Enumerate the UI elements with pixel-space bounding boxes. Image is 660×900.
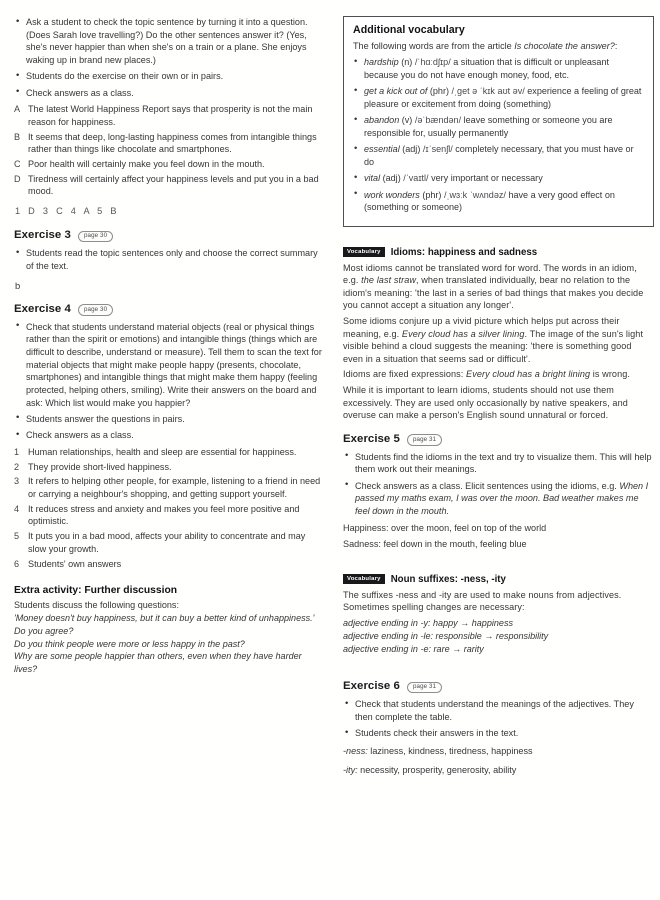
answer-marker: A — [14, 104, 21, 115]
list-item — [14, 530, 325, 555]
note-text: Check that students understand the meanings of the adjectives. They then complete the table. — [355, 699, 634, 723]
answer-marker: 5 — [14, 531, 20, 542]
text-run: While it is important to learn idioms, students should not use them excessively. They are used only occasionally by native speakers, and overuse can make a person's English sound unnatural or forced. — [343, 384, 628, 421]
list-item — [14, 558, 325, 571]
right-column — [343, 16, 654, 886]
entry-pronunciation: /ˌget ə ˈkɪk aʊt əv/ — [451, 86, 525, 97]
note-text: Check that students understand material objects (real or physical things rather than the spirit or emotions) and intangible things (things which are difficult to describe, understand or measure). Tell them to scan the text for material objects that might make people happy (presents, chocolate, smartphones) and intangible things that might make them happy (feeling protected, helping others, smiling). Write their answers on the board and ask: Which list would make you happier? — [26, 321, 322, 408]
section-title: Idioms: happiness and sadness — [390, 246, 538, 258]
list-item — [14, 475, 325, 500]
note-text: Check answers as a class. — [26, 87, 134, 98]
note-text: Students read the topic sentences only and choose the correct summary of the text. — [26, 248, 318, 271]
answer-marker: 4 — [14, 503, 20, 514]
extra-activity-section — [14, 583, 325, 676]
italic-phrase: Every cloud has a bright lining — [466, 369, 591, 380]
spacer — [343, 554, 654, 562]
list-item — [343, 727, 654, 740]
exercise-3-answer: b — [15, 279, 21, 291]
additional-vocabulary-box — [343, 16, 654, 227]
vocabulary-entry — [353, 143, 644, 168]
answer-marker: 6 — [14, 558, 20, 569]
answer-text: It reduces stress and anxiety and makes you feel more positive and optimistic. — [28, 503, 300, 527]
entry-headword: vital — [364, 173, 381, 184]
spacer — [343, 227, 654, 235]
suffix-rule: adjective ending in -y: happy → happiness — [343, 617, 513, 628]
answer-marker: D — [14, 173, 21, 184]
answer-text: necessity, prosperity, generosity, ability — [357, 764, 517, 775]
text-run: Check answers as a class. Elicit sentences using the idioms, e.g. — [355, 480, 620, 491]
entry-headword: hardship — [364, 57, 399, 68]
suffix-rule-list — [343, 617, 654, 655]
list-item — [343, 698, 654, 723]
vocabulary-entry — [353, 172, 644, 185]
vocabulary-box-title: Additional vocabulary — [353, 24, 465, 36]
spacer — [343, 655, 654, 669]
entry-pronunciation: /əˈbændən/ — [414, 115, 462, 126]
entry-pronunciation: /ˌwɜːk ˈwʌndəz/ — [443, 189, 506, 200]
note-text: Students do the exercise on their own or in pairs. — [26, 71, 224, 82]
text-run: is wrong. — [590, 369, 630, 380]
exercise-title: Exercise 5 — [343, 432, 400, 445]
answer-text: The latest World Happiness Report says that prosperity is not the main reason for happiness. — [28, 104, 313, 127]
answer-marker: 2 — [14, 461, 20, 472]
idioms-paragraph — [343, 262, 654, 312]
entry-pronunciation: /ˈvaɪtl/ — [403, 173, 429, 184]
list-item — [14, 131, 325, 156]
list-item — [14, 503, 325, 528]
intro-after: : — [614, 40, 618, 51]
entry-pronunciation: /ɪˈsenʃl/ — [422, 144, 453, 155]
list-item — [14, 87, 325, 100]
exercise-title: Exercise 3 — [14, 229, 71, 242]
answer-text: It refers to helping other people, for example, listening to a friend in need or carrying a neighbour's shopping, and getting support yourself. — [28, 476, 321, 499]
answer-text: Tiredness will certainly affect your happiness levels and put you in a bad mood. — [28, 173, 319, 197]
answer-text: Poor health will certainly make you feel down in the mouth. — [28, 159, 265, 170]
list-item — [14, 158, 325, 171]
text-run: Most idioms cannot be translated word for word. The words in an idiom, e.g. — [343, 262, 637, 286]
entry-definition: completely necessary, that you must have or do — [364, 144, 634, 167]
answer-marker: B — [14, 131, 21, 142]
extra-activity-question: Do you think people were more or less happy in the past? — [14, 638, 245, 649]
exercise-5-answer: Happiness: over the moon, feel on top of the world — [343, 522, 547, 533]
text-run: . The image of the sun's light visible behind a cloud suggests the meaning: 'there is something good even in a situation that seems sad or difficult'. — [343, 328, 644, 364]
entry-definition: leave something or someone you are responsible for, usually permanently — [364, 115, 613, 138]
entry-headword: abandon — [364, 115, 400, 126]
note-text: Ask a student to check the topic sentence by turning it into a question. (Does Sarah love travelling?) Do the other sentences answer it? (Yes, she's never happier than when she's on a train or a plane. She enjoys waking up in brand new places.) — [26, 17, 308, 66]
list-item — [14, 70, 325, 83]
list-item — [14, 461, 325, 474]
idioms-paragraph — [343, 368, 654, 381]
entry-part-of-speech: (phr) — [429, 86, 449, 97]
answer-text: laziness, kindness, tiredness, happiness — [367, 745, 533, 756]
page-reference-badge: page 31 — [407, 682, 442, 694]
suffix-rule: adjective ending in -le: responsible → responsibility — [343, 630, 549, 641]
extra-activity-question: Why are some people happier than others, even when they have harder lives? — [14, 651, 302, 675]
exercise-title: Exercise 6 — [343, 680, 400, 693]
article-title: Is chocolate the answer? — [514, 40, 615, 51]
exercise-4-notes — [14, 321, 325, 442]
list-item — [14, 173, 325, 198]
page-reference-badge: page 30 — [78, 231, 113, 243]
idioms-paragraph — [343, 315, 654, 365]
page-reference-badge: page 30 — [78, 304, 113, 316]
left-column — [14, 16, 325, 886]
exercise-6-notes — [343, 698, 654, 740]
vocabulary-box-intro — [353, 40, 644, 53]
exercise-6-heading — [343, 680, 654, 694]
italic-phrase: When I passed my maths exam, I was over the moon. Bad weather makes me feel down in the mouth. — [355, 480, 649, 517]
answer-marker: 1 — [14, 446, 20, 457]
text-run: Students find the idioms in the text and try to visualize them. This will help them work out their meanings. — [355, 451, 652, 475]
entry-part-of-speech: (adj) — [382, 173, 401, 184]
text-run: Some idioms conjure up a vivid picture which helps put across their meaning, e.g. — [343, 315, 620, 339]
exercise-4-heading — [14, 303, 325, 317]
exercise-5-answer: Sadness: feel down in the mouth, feeling blue — [343, 538, 527, 549]
list-item — [14, 446, 325, 459]
exercise-6-answer — [343, 745, 654, 758]
vocabulary-entry — [353, 114, 644, 139]
vocabulary-tag-badge: Vocabulary — [343, 574, 385, 584]
vocabulary-entry — [353, 85, 644, 110]
idioms-section-heading — [343, 247, 654, 258]
section-title: Noun suffixes: -ness, -ity — [390, 573, 506, 585]
answer-text: They provide short-lived happiness. — [28, 461, 172, 472]
answer-text: Human relationships, health and sleep are essential for happiness. — [28, 446, 297, 457]
entry-headword: get a kick out of — [364, 86, 428, 97]
answer-label: -ity: — [343, 764, 358, 775]
answer-text: It seems that deep, long-lasting happiness comes from intangible things rather than things like chocolate and smartphones. — [28, 131, 317, 155]
suffix-intro: The suffixes -ness and -ity are used to make nouns from adjectives. Sometimes spelling changes are necessary: — [343, 589, 622, 613]
vocabulary-entry — [353, 189, 644, 214]
answer-key-line: 1 D 3 C 4 A 5 B — [15, 206, 118, 217]
entry-part-of-speech: (n) — [401, 57, 413, 68]
italic-phrase: the last straw — [361, 275, 417, 286]
note-text: Students check their answers in the text. — [355, 728, 519, 739]
entry-headword: work wonders — [364, 189, 420, 200]
text-run: Idioms are fixed expressions: — [343, 369, 467, 380]
note-text: Students answer the questions in pairs. — [26, 413, 185, 424]
top-teaching-notes — [14, 16, 325, 99]
entry-definition: have a very good effect on (something or someone) — [364, 189, 615, 213]
extra-activity-question: 'Money doesn't buy happiness, but it can buy a better kind of unhappiness.' Do you agree? — [14, 613, 315, 636]
entry-part-of-speech: (v) — [401, 115, 413, 126]
exercise-5-notes — [343, 451, 654, 518]
list-item — [343, 480, 654, 518]
lettered-answer-list — [14, 103, 325, 198]
extra-activity-title: Extra activity: Further discussion — [14, 585, 178, 597]
exercise-6-answer — [343, 764, 654, 777]
text-run: , when translated individually, bear no relation to the idiom's meaning: 'the last in a series of bad things that makes you decide you cannot accept a situation any longer'. — [343, 275, 644, 311]
list-item — [14, 321, 325, 410]
vocabulary-entry — [353, 56, 644, 81]
extra-activity-lead: Students discuss the following questions: — [14, 600, 179, 611]
vocabulary-tag-badge: Vocabulary — [343, 247, 385, 257]
exercise-title: Exercise 4 — [14, 302, 71, 315]
list-item — [14, 16, 325, 67]
italic-phrase: Every cloud has a silver lining — [401, 328, 525, 339]
suffix-section-heading — [343, 574, 654, 585]
answer-marker: C — [14, 159, 21, 170]
exercise-3-heading — [14, 229, 325, 243]
list-item — [14, 429, 325, 442]
entry-part-of-speech: (phr) — [422, 189, 442, 200]
entry-definition: a situation that is difficult or unpleasant because you do not have enough money, food, etc. — [364, 57, 609, 80]
exercise-4-answers — [14, 446, 325, 570]
entry-part-of-speech: (adj) — [402, 144, 421, 155]
vocabulary-entry-list — [353, 56, 644, 214]
list-item — [343, 451, 654, 476]
answer-text: Students' own answers — [28, 558, 122, 569]
exercise-5-heading — [343, 433, 654, 447]
exercise-3-notes — [14, 247, 325, 272]
answer-label: -ness: — [343, 745, 368, 756]
page-reference-badge: page 31 — [407, 434, 442, 446]
idioms-paragraph — [343, 384, 654, 422]
entry-definition: very important or necessary — [431, 173, 543, 184]
entry-pronunciation: /ˈhɑːdʃɪp/ — [414, 57, 451, 68]
entry-headword: essential — [364, 144, 400, 155]
intro-before: The following words are from the article — [353, 40, 515, 51]
entry-definition: experience a feeling of great pleasure or excitement from doing (something) — [364, 86, 642, 109]
note-text: Check answers as a class. — [26, 430, 134, 441]
list-item — [14, 103, 325, 128]
answer-text: It puts you in a bad mood, affects your ability to concentrate and may slow your growth. — [28, 531, 306, 554]
list-item — [14, 247, 325, 272]
suffix-rule: adjective ending in -e: rare → rarity — [343, 643, 484, 654]
list-item — [14, 413, 325, 426]
answer-marker: 3 — [14, 476, 20, 487]
